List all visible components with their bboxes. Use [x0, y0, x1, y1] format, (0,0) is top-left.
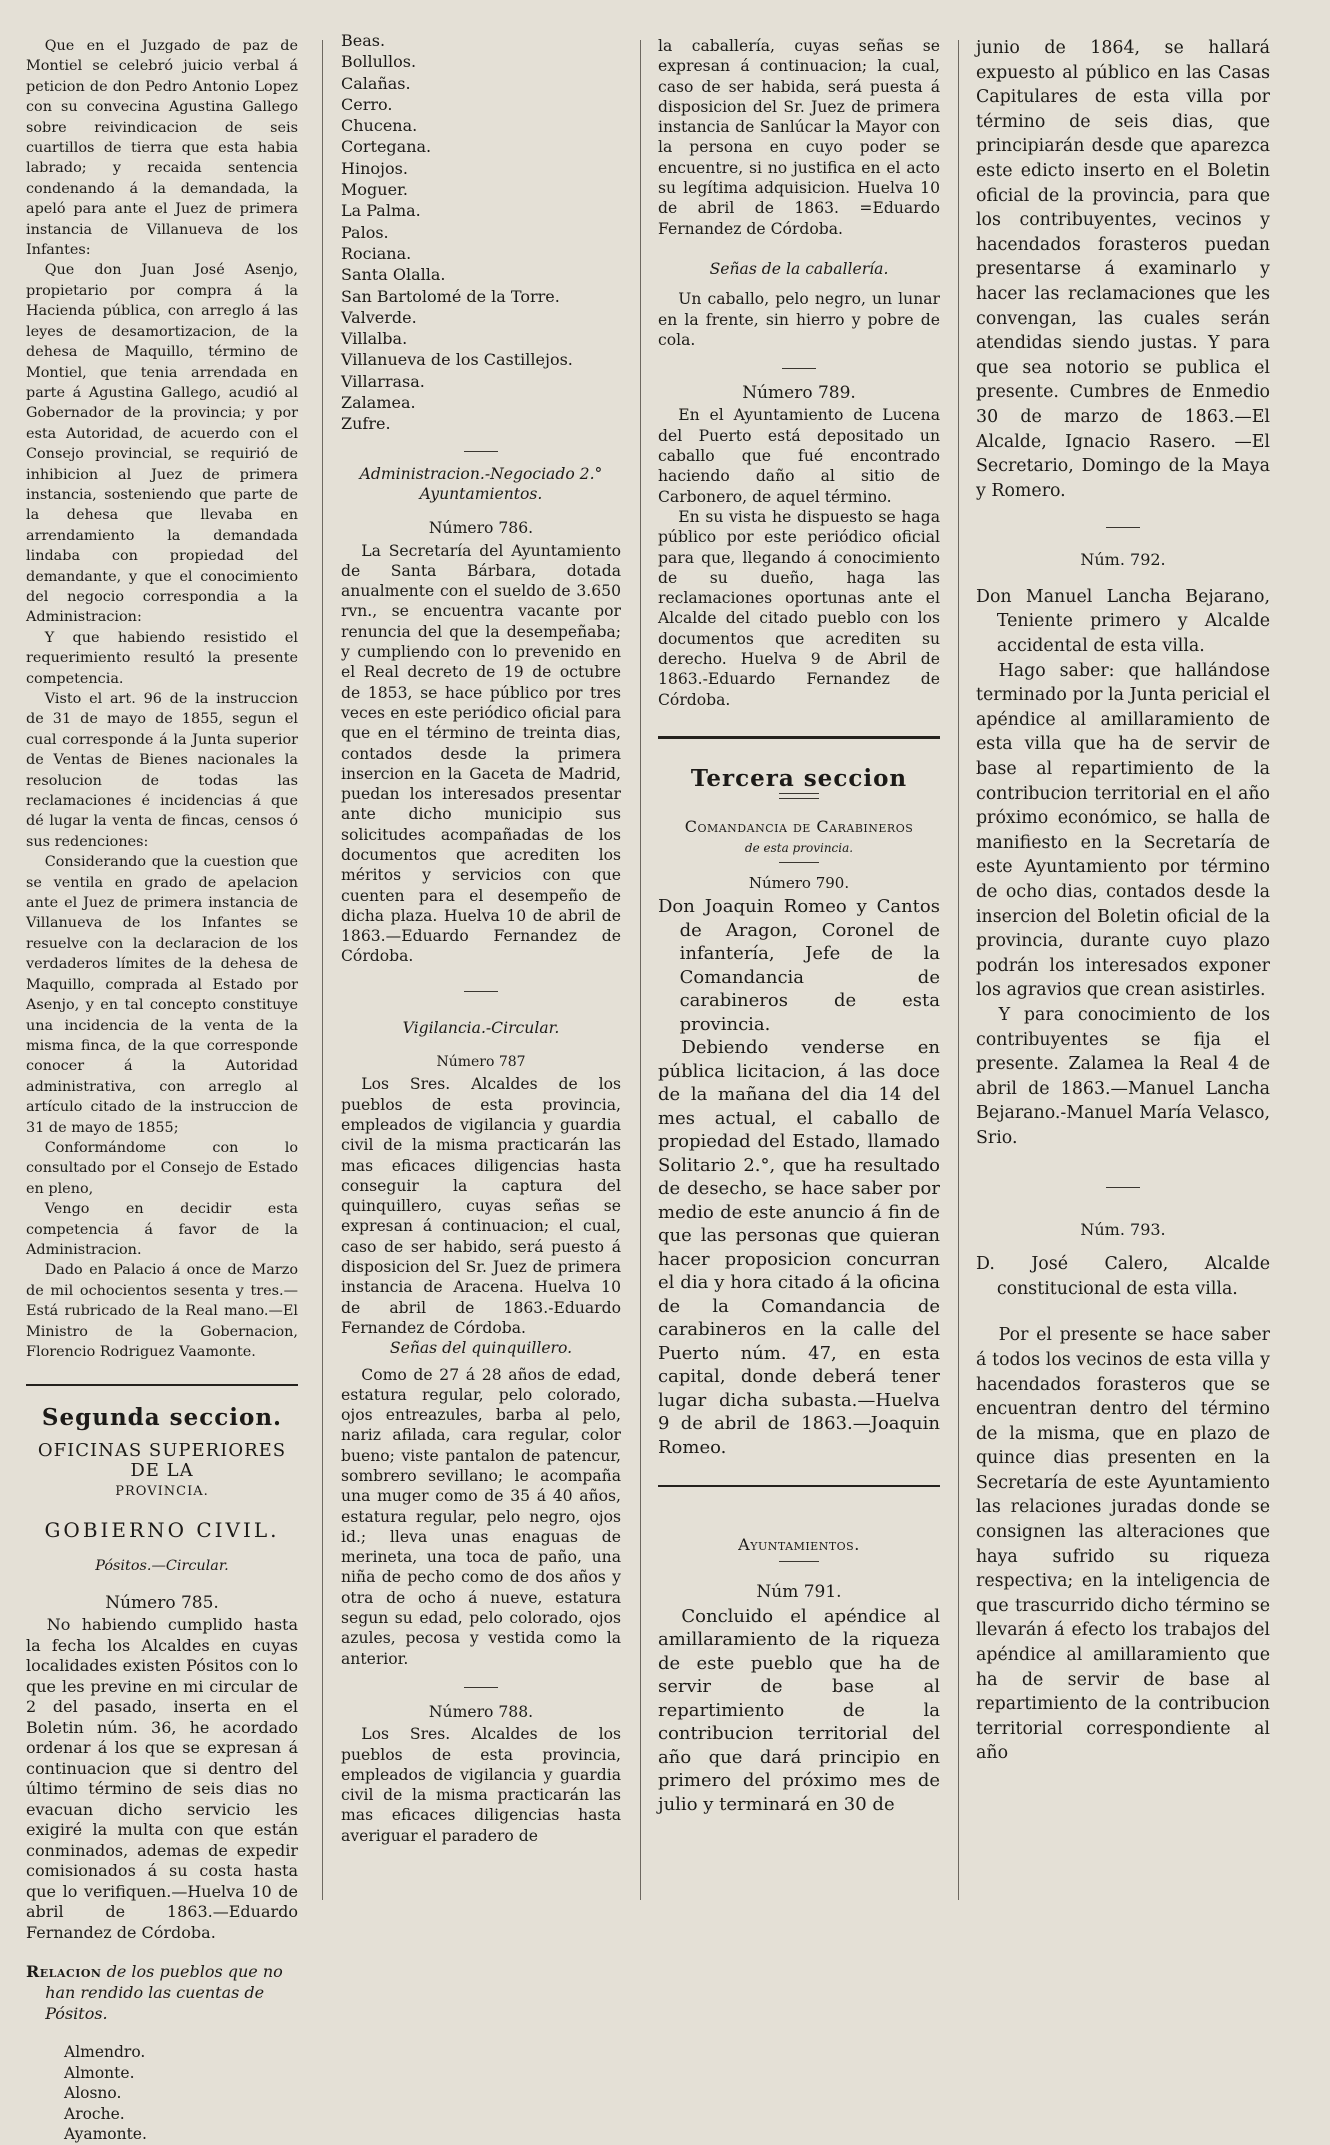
- list-item: Calañas.: [341, 73, 411, 93]
- town-list: [26, 2042, 298, 2145]
- paragraph: Un caballo, pelo negro, un lunar en la frente, sin hierro y pobre de cola.: [658, 290, 940, 349]
- list-item: Villanueva de los Castillejos.: [341, 350, 573, 370]
- list-item: Zufre.: [341, 414, 391, 434]
- list-item: Palos.: [341, 222, 389, 242]
- vigilancia-heading: Vigilancia.-Circular.: [402, 1018, 560, 1037]
- paragraph: Debiendo venderse en pública licitacion, á las doce de la mañana del dia 14 del mes actual, el caballo de propiedad del Estado, llamado Solitario 2.°, que ha resultado de desecho, se hace saber por medio de este anuncio á fin de que las personas que quieran hacer proposicion concurran el dia y hora citado á la oficina de la Comandancia de carabineros en la calle del Puerto núm. 47, en esta capital, donde deberá tener lugar dicha subasta.—Huelva 9 de abril de 1863.—Joaquin Romeo.: [658, 1037, 940, 1458]
- paragraph: Los Sres. Alcaldes de los pueblos de esta provincia, empleados de vigilancia y guardia civil de la misma practicarán las mas eficaces diligencias hasta averiguar el paradero de: [341, 1725, 621, 1845]
- separator: [464, 451, 498, 452]
- separator: [464, 991, 498, 992]
- notice-number: Número 788.: [428, 1702, 534, 1721]
- section-title: Segunda seccion.: [41, 1404, 283, 1432]
- relacion-lead: Relacion: [26, 1962, 102, 1982]
- section-rule: [26, 1384, 298, 1386]
- separator: [1106, 1187, 1140, 1188]
- list-item: Rociana.: [341, 243, 412, 263]
- notice-number: Número 789.: [742, 383, 856, 404]
- separator: [1106, 527, 1140, 528]
- list-item: Villalba.: [341, 329, 408, 349]
- notice-number: Núm 791.: [756, 1582, 842, 1603]
- list-item: Ayamonte.: [64, 2125, 147, 2144]
- comandancia-subtitle: de esta provincia.: [744, 840, 854, 855]
- column-2: [341, 31, 621, 1906]
- section-rule: [658, 736, 940, 739]
- offices-title: OFICINAS SUPERIORES DE LA: [37, 1439, 287, 1482]
- column-divider: [640, 40, 641, 1900]
- list-item: San Bartolomé de la Torre.: [341, 286, 560, 306]
- relacion-heading: [26, 1961, 298, 2024]
- offices-subtitle: PROVINCIA.: [115, 1483, 209, 1499]
- column-1: [26, 36, 298, 2144]
- paragraph: Y para conocimiento de los contribuyentes se fija el presente. Zalamea la Real 4 de abril de 1863.—Manuel Lancha Bejarano.-Manuel María Velasco, Srio.: [976, 1004, 1270, 1148]
- senas-heading: Señas de la caballería.: [709, 259, 889, 278]
- government-title: GOBIERNO CIVIL.: [44, 1518, 280, 1543]
- paragraph: Conformándome con lo consultado por el Consejo de Estado en pleno,: [26, 1139, 298, 1197]
- paragraph: Concluido el apéndice al amillaramiento de la riqueza de este pueblo que ha de servir de base al repartimiento de la contribucion territorial del año que dará principio en primero del próximo mes de julio y terminará en 30 de: [658, 1605, 940, 1815]
- paragraph: junio de 1864, se hallará expuesto al público en las Casas Capitulares de esta villa por término de seis dias, que principiarán desde que aparezca este edicto inserto en el Boletin oficial de la provincia, para que los contribuyentes, vecinos y hacendados forasteros puedan presentarse á examinarlo y hacer las reclamaciones que les convengan, las cuales serán atendidas siendo justas. Y para que sea notorio se publica el presente. Cumbres de Enmedio 30 de marzo de 1863.—El Alcalde, Ignacio Rasero. —El Secretario, Domingo de la Maya y Romero.: [976, 38, 1270, 501]
- paragraph: Don Joaquin Romeo y Cantos de Aragon, Coronel de infantería, Jefe de la Comandancia de carabineros de esta provincia.: [658, 896, 940, 1035]
- double-rule: [779, 793, 819, 799]
- senas-heading: Señas del quinquillero.: [389, 1339, 573, 1358]
- admin-heading: Administracion.-Negociado 2.° Ayuntamientos.: [359, 464, 603, 503]
- notice-number: Número 787: [436, 1054, 526, 1071]
- paragraph: Vengo en decidir esta competencia á favor de la Administracion.: [26, 1201, 298, 1258]
- separator: [464, 1687, 498, 1688]
- paragraph: Y que habiendo resistido el requerimiento resultó la presente competencia.: [26, 629, 298, 687]
- list-item: Aroche.: [64, 2104, 125, 2123]
- paragraph: No habiendo cumplido hasta la fecha los Alcaldes en cuyas localidades existen Pósitos con lo que les previne en mi circular de 2 del pasado, inserta en el Boletin núm. 36, he acordado ordenar á los que se expresan á continuacion que si dentro del último término de seis dias no evacuan dicho servicio les exigiré la multa con que están conminados, ademas de expedir comisionados á su costa hasta que lo verifiquen.—Huelva 10 de abril de 1863.—Eduardo Fernandez de Córdoba.: [26, 1615, 298, 1942]
- separator: [779, 1561, 819, 1562]
- list-item: Almonte.: [64, 2063, 135, 2082]
- column-divider: [322, 40, 323, 1900]
- positos-heading: Pósitos.—Circular.: [95, 1558, 229, 1575]
- column-3: [658, 36, 940, 1906]
- comandancia-title: Comandancia de Carabineros: [684, 817, 914, 837]
- paragraph: Como de 27 á 28 años de edad, estatura regular, pelo colorado, ojos entreazules, barba al pelo, nariz afilada, cara regular, color bueno; viste pantalon de patencur, sombrero sevillano; le acompaña una muger como de 35 á 40 años, estatura regular, pelo negro, ojos id.; lleva unas enaguas de merineta, una toca de paño, una niña de pecho como de dos años y otra de ocho á nueve, estatura segun su edad, pelo colorado, ojos azules, pecosa y vestida como la anterior.: [341, 1365, 621, 1668]
- list-item: Zalamea.: [341, 393, 416, 413]
- notice-number: Núm. 793.: [1080, 1219, 1166, 1239]
- paragraph: Hago saber: que hallándose terminado por la Junta pericial el apéndice al amillaramiento de esta villa que ha de servir de base al repartimiento de la contribucion territorial en el año próximo económico, se halla de manifiesto en la Secretaría de este Ayuntamiento por término de ocho dias, contados desde la insercion del Boletin oficial de la provincia, durante cuyo plazo podrán los interesados exponer los agravios que crean asistirles.: [976, 660, 1270, 1001]
- paragraph: Que en el Juzgado de paz de Montiel se celebró juicio verbal á peticion de don Pedro Antonio Lopez con su convecina Agustina Gallego sobre reivindicacion de seis cuartillos de tierra que esta habia labrado; y recaida sentencia condenando á la demandada, la apeló para ante el Juez de primera instancia de Villanueva de los Infantes:: [26, 38, 298, 259]
- ayuntamientos-title: Ayuntamientos.: [738, 1535, 860, 1555]
- list-item: Chucena.: [341, 116, 418, 136]
- notice-number: Número 786.: [428, 519, 534, 538]
- list-item: Almendro.: [64, 2043, 146, 2062]
- list-item: Beas.: [341, 31, 386, 50]
- list-item: Santa Olalla.: [341, 265, 446, 285]
- paragraph: Dado en Palacio á once de Marzo de mil ochocientos sesenta y tres.—Está rubricado de la Real mano.—El Ministro de la Gobernacion, Florencio Rodriguez Vaamonte.: [26, 1262, 298, 1360]
- paragraph: Visto el art. 96 de la instruccion de 31 de mayo de 1855, segun el cual corresponde á la Junta superior de Ventas de Bienes nacionales la resolucion de todas las reclamaciones é incidencias á que dé lugar la venta de fincas, censos ó sus redenciones:: [26, 691, 298, 850]
- list-item: Bollullos.: [341, 52, 417, 72]
- list-item: Moguer.: [341, 180, 409, 200]
- notice-number: Núm. 792.: [1080, 550, 1166, 570]
- paragraph: Que don Juan José Asenjo, propietario por compra á la Hacienda pública, con arreglo á las leyes de desamortizacion, de la dehesa de Maquillo, término de Montiel, que tenia arrendada en parte á Agustina Gallego, acudió al Gobernador de la provincia; y por esta Autoridad, de acuerdo con el Consejo provincial, se requirió de inhibicion al Juez de primera instancia, sosteniendo que parte de la dehesa que llevaba en arrendamiento la demandada lindaba con propiedad del demandante, y que el conocimiento del negocio correspondia a la Administracion:: [26, 262, 298, 626]
- column-divider: [958, 40, 959, 1900]
- paragraph: En el Ayuntamiento de Lucena del Puerto está depositado un caballo que fué encontrado haciendo daño al sitio de Carbonero, de aquel término.: [658, 406, 940, 506]
- separator: [782, 368, 816, 369]
- paragraph: En su vista he dispuesto se haga público por este periódico oficial para que, llegando á conocimiento de su dueño, haga las reclamaciones oportunas ante el Alcalde del citado pueblo con los documentos que acrediten su derecho. Huelva 9 de Abril de 1863.-Eduardo Fernandez de Córdoba.: [658, 507, 940, 709]
- section-rule: [658, 1485, 940, 1487]
- separator: [779, 862, 819, 863]
- section-title: Tercera seccion: [690, 764, 908, 792]
- list-item: Valverde.: [341, 307, 417, 327]
- notice-number: Número 790.: [748, 873, 850, 892]
- paragraph: Los Sres. Alcaldes de los pueblos de esta provincia, empleados de vigilancia y guardia civil de la misma practicarán las mas eficaces diligencias hasta conseguir la captura del quinquillero, cuyas señas se expresan á continuacion; el cual, caso de ser habido, será puesto á disposicion del Sr. Juez de primera instancia de Aracena. Huelva 10 de abril de 1863.-Eduardo Fernandez de Córdoba.: [341, 1075, 621, 1337]
- paragraph: Don Manuel Lancha Bejarano, Teniente primero y Alcalde accidental de esta villa.: [976, 586, 1270, 657]
- list-item: Cortegana.: [341, 137, 432, 157]
- paragraph: Considerando que la cuestion que se ventila en grado de apelacion ante el Juez de primera instancia de Villanueva de los Infantes se resuelve con la declaracion de los verdaderos límites de la dehesa de Maquillo, comprada al Estado por Asenjo, y en tal concepto constituye una incidencia de la venta de la misma finca, de la que corresponde conocer á la Autoridad administrativa, con arreglo al artículo citado de la instruccion de 31 de mayo de 1855;: [26, 854, 298, 1136]
- paragraph: D. José Calero, Alcalde constitucional de esta villa.: [976, 1254, 1270, 1299]
- column-4: [976, 36, 1270, 1906]
- list-item: La Palma.: [341, 201, 421, 221]
- notice-number: Número 785.: [105, 1592, 219, 1613]
- list-item: Alosno.: [64, 2084, 122, 2103]
- list-item: Cerro.: [341, 94, 393, 114]
- list-item: Villarrasa.: [341, 371, 425, 391]
- town-list: [341, 30, 621, 435]
- relacion-rest: de los pueblos que no han rendido las cuentas de Pósitos.: [45, 1962, 283, 2024]
- paragraph: La Secretaría del Ayuntamiento de Santa Bárbara, dotada anualmente con el sueldo de 3.650 rvn., se encuentra vacante por renuncia del que la desempeñaba; y cumpliendo con lo prevenido en el Real decreto de 19 de octubre de 1853, se hace público por tres veces en este periódico oficial para que en el término de treinta dias, contados desde la primera insercion en la Gaceta de Madrid, puedan los interesados presentar ante dicho municipio sus solicitudes acompañadas de los documentos que acrediten los méritos y servicios con que cuenten para el desempeño de dicha plaza. Huelva 10 de abril de 1863.—Eduardo Fernandez de Córdoba.: [341, 541, 621, 966]
- paragraph: la caballería, cuyas señas se expresan á continuacion; la cual, caso de ser habida, será puesta á disposicion del Sr. Juez de primera instancia de Sanlúcar la Mayor con la persona en cuyo poder se encuentre, si no justifica en el acto su legítima adquisicion. Huelva 10 de abril de 1863. =Eduardo Fernandez de Córdoba.: [658, 37, 940, 238]
- list-item: Hinojos.: [341, 158, 408, 178]
- paragraph: Por el presente se hace saber á todos los vecinos de esta villa y hacendados forasteros que se encuentran dentro del término de la misma, que en plazo de quince dias presenten en la Secretaría de este Ayuntamiento las relaciones juradas donde se consignen las alteraciones que haya sufrido su riqueza respectiva; en la inteligencia de que trascurrido dicho término se llevarán á efecto los trabajos del apéndice al amillaramiento que ha de servir de base al repartimiento de la contribucion territorial correspondiente al año: [976, 1325, 1270, 1764]
